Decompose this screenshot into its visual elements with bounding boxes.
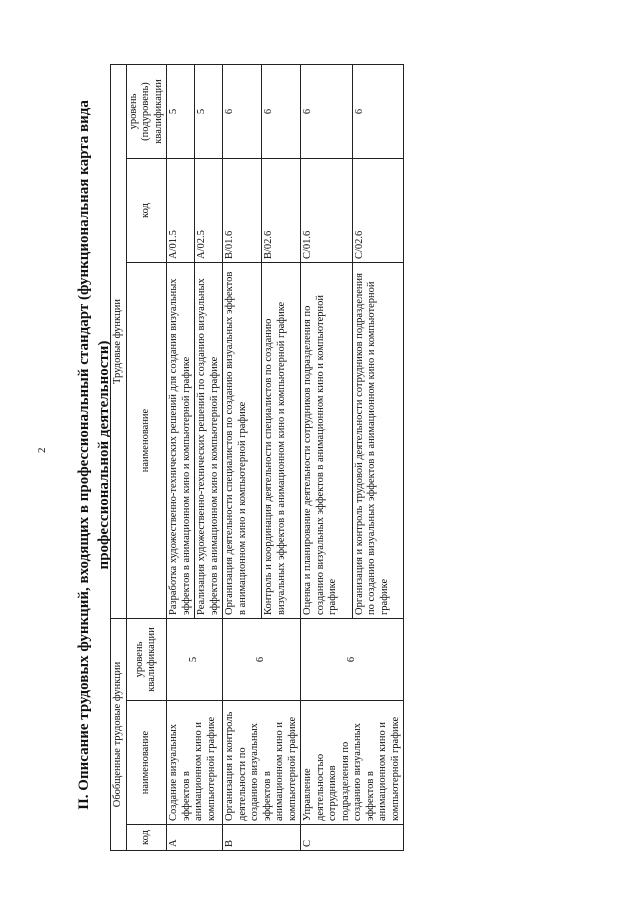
gtf-level-cell: 6 (301, 619, 404, 701)
tf-level-cell: 5 (195, 64, 223, 158)
gtf-code-cell: C (301, 825, 404, 851)
gtf-name-cell: Создание визуальных эффектов в анимационном кино и компьютерной графике (167, 701, 223, 825)
table-row (301, 64, 353, 850)
col-level-header: уровень квалификации (126, 619, 167, 701)
tf-level-cell: 6 (301, 64, 353, 158)
tf-code-cell: A/01.5 (167, 159, 195, 263)
col-tf-level-header: уровень (подуровень) квалификации (126, 64, 167, 158)
tf-code-cell: B/02.6 (262, 159, 301, 263)
gtf-code-cell: A (167, 825, 223, 851)
table-row (223, 64, 262, 850)
tf-level-cell: 5 (167, 64, 195, 158)
labor-functions-header: Трудовые функции (111, 64, 127, 618)
tf-level-cell: 6 (352, 64, 404, 158)
tf-name-cell: Разработка художественно-технических решений для создания визуальных эффектов в анимационном кино и компьютерной графике (167, 263, 195, 619)
tf-code-cell: C/02.6 (352, 159, 404, 263)
tf-code-cell: C/01.6 (301, 159, 353, 263)
table-row (167, 64, 195, 850)
section-heading: II. Описание трудовых функций, входящих в профессиональный стандарт (функциональная карта вида профессиональной деятельности) (76, 100, 112, 810)
rotated-page (10, 0, 640, 905)
tf-name-cell: Реализация художественно-технических решений по созданию визуальных эффектов в анимационном кино и компьютерной графике (195, 263, 223, 619)
col-name-header: наименование (126, 701, 167, 825)
col-tf-code-header: код (126, 159, 167, 263)
page-number: 2 (36, 447, 48, 453)
gtf-name-cell: Управление деятельностью сотрудников подразделения по созданию визуальных эффектов в анимационном кино и компьютерной графике (301, 701, 404, 825)
gtf-level-cell: 5 (167, 619, 223, 701)
tf-code-cell: A/02.5 (195, 159, 223, 263)
gtf-code-cell: B (223, 825, 301, 851)
tf-name-cell: Контроль и координация деятельности специалистов по созданию визуальных эффектов в анимационном кино и компьютерной графике (262, 263, 301, 619)
gtf-level-cell: 6 (223, 619, 301, 701)
tf-code-cell: B/01.6 (223, 159, 262, 263)
col-tf-name-header: наименование (126, 263, 167, 619)
tf-level-cell: 6 (223, 64, 262, 158)
tf-level-cell: 6 (262, 64, 301, 158)
col-code-header: код (126, 825, 167, 851)
tf-name-cell: Организация деятельности специалистов по созданию визуальных эффектов в анимационном кино и компьютерной графике (223, 263, 262, 619)
gtf-name-cell: Организация и контроль деятельности по созданию визуальных эффектов в анимационном кино и компьютерной графике (223, 701, 301, 825)
functional-map-table (110, 64, 404, 851)
generalized-functions-header: Обобщенные трудовые функции (111, 619, 127, 851)
tf-name-cell: Организация и контроль трудовой деятельности сотрудников подразделения по созданию визуальных эффектов в анимационном кино и компьютерной графике (352, 263, 404, 619)
tf-name-cell: Оценка и планирование деятельности сотрудников подразделения по созданию визуальных эффектов в анимационном кино и компьютерной графике (301, 263, 353, 619)
